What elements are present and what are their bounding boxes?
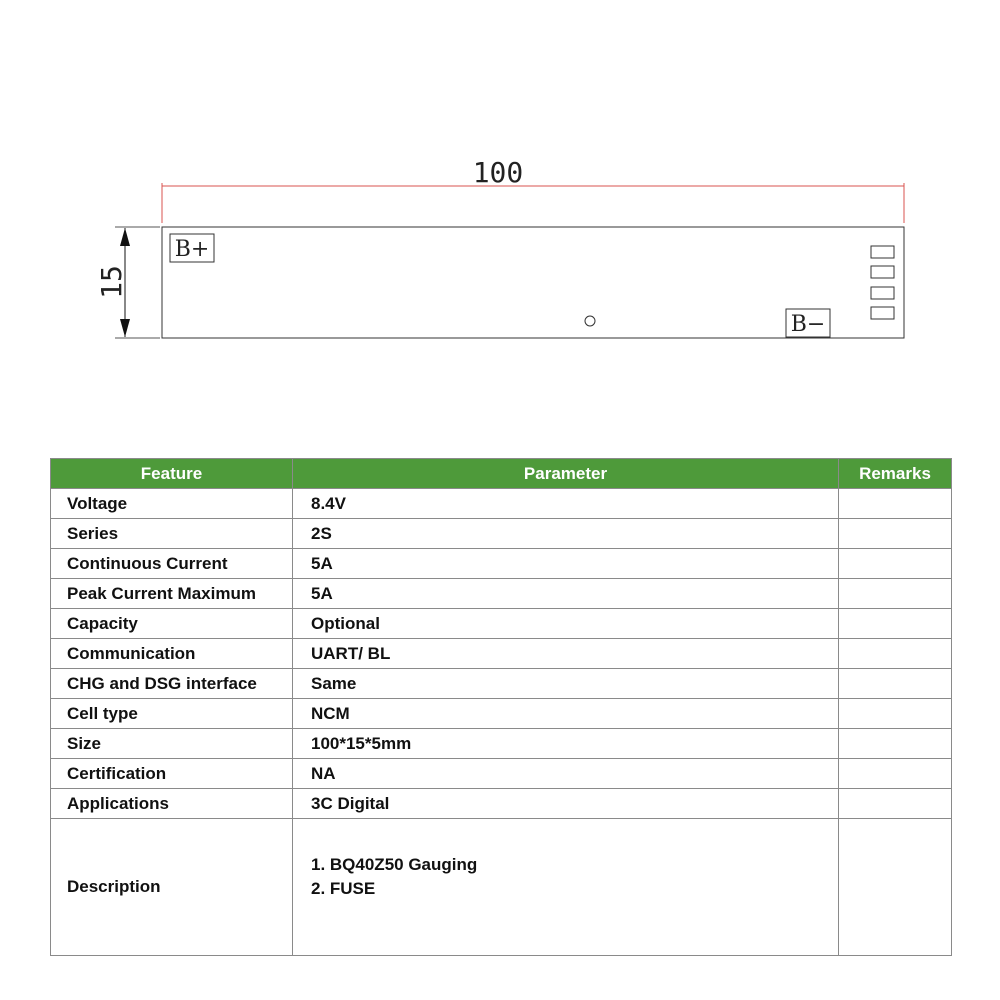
description-list bbox=[311, 853, 838, 901]
feature-cell: Applications bbox=[51, 789, 293, 819]
feature-cell: Cell type bbox=[51, 699, 293, 729]
connector-pad bbox=[871, 266, 894, 278]
header-remarks: Remarks bbox=[839, 459, 952, 489]
feature-cell: Capacity bbox=[51, 609, 293, 639]
remarks-cell bbox=[839, 579, 952, 609]
pad-positive bbox=[170, 234, 214, 262]
connector-pad bbox=[871, 246, 894, 258]
parameter-cell: 5A bbox=[293, 549, 839, 579]
table-row bbox=[51, 729, 952, 759]
connector-pads bbox=[871, 246, 894, 319]
table-row bbox=[51, 519, 952, 549]
table-row bbox=[51, 489, 952, 519]
parameter-cell: 2S bbox=[293, 519, 839, 549]
remarks-cell bbox=[839, 699, 952, 729]
feature-cell: Certification bbox=[51, 759, 293, 789]
feature-cell: Size bbox=[51, 729, 293, 759]
spec-table bbox=[50, 458, 952, 956]
parameter-cell: 8.4V bbox=[293, 489, 839, 519]
feature-cell: Communication bbox=[51, 639, 293, 669]
pad-negative bbox=[786, 309, 830, 337]
remarks-cell bbox=[839, 519, 952, 549]
description-cell bbox=[293, 819, 839, 956]
description-row bbox=[51, 819, 952, 956]
connector-pad bbox=[871, 287, 894, 299]
feature-cell: CHG and DSG interface bbox=[51, 669, 293, 699]
feature-cell: Description bbox=[51, 819, 293, 956]
remarks-cell bbox=[839, 549, 952, 579]
pad-negative-label: B− bbox=[790, 312, 826, 337]
pad-positive-label: B+ bbox=[174, 237, 210, 262]
parameter-cell: NA bbox=[293, 759, 839, 789]
remarks-cell bbox=[839, 789, 952, 819]
remarks-cell bbox=[839, 669, 952, 699]
width-dimension-label: 15 bbox=[95, 265, 128, 299]
parameter-cell: 3C Digital bbox=[293, 789, 839, 819]
remarks-cell bbox=[839, 609, 952, 639]
remarks-cell bbox=[839, 759, 952, 789]
connector-pad bbox=[871, 307, 894, 319]
table-row bbox=[51, 549, 952, 579]
length-dimension bbox=[162, 156, 904, 223]
pcb-dimension-drawing bbox=[0, 0, 1000, 420]
list-item: 1. BQ40Z50 Gauging bbox=[311, 855, 478, 874]
feature-cell: Series bbox=[51, 519, 293, 549]
spec-table-header bbox=[51, 459, 952, 489]
parameter-cell: 100*15*5mm bbox=[293, 729, 839, 759]
feature-cell: Voltage bbox=[51, 489, 293, 519]
remarks-cell bbox=[839, 729, 952, 759]
feature-cell: Peak Current Maximum bbox=[51, 579, 293, 609]
table-row bbox=[51, 759, 952, 789]
parameter-cell: 5A bbox=[293, 579, 839, 609]
remarks-cell bbox=[839, 639, 952, 669]
table-row bbox=[51, 579, 952, 609]
list-item: 2. FUSE bbox=[311, 879, 376, 898]
table-row bbox=[51, 669, 952, 699]
mounting-hole bbox=[585, 316, 595, 326]
header-feature: Feature bbox=[51, 459, 293, 489]
table-row bbox=[51, 789, 952, 819]
parameter-cell: Optional bbox=[293, 609, 839, 639]
table-row bbox=[51, 699, 952, 729]
table-row bbox=[51, 639, 952, 669]
length-dimension-label: 100 bbox=[472, 156, 524, 189]
feature-cell: Continuous Current bbox=[51, 549, 293, 579]
remarks-cell bbox=[839, 819, 952, 956]
width-dimension bbox=[95, 227, 160, 338]
parameter-cell: UART/ BL bbox=[293, 639, 839, 669]
parameter-cell: NCM bbox=[293, 699, 839, 729]
parameter-cell: Same bbox=[293, 669, 839, 699]
remarks-cell bbox=[839, 489, 952, 519]
table-row bbox=[51, 609, 952, 639]
header-parameter: Parameter bbox=[293, 459, 839, 489]
